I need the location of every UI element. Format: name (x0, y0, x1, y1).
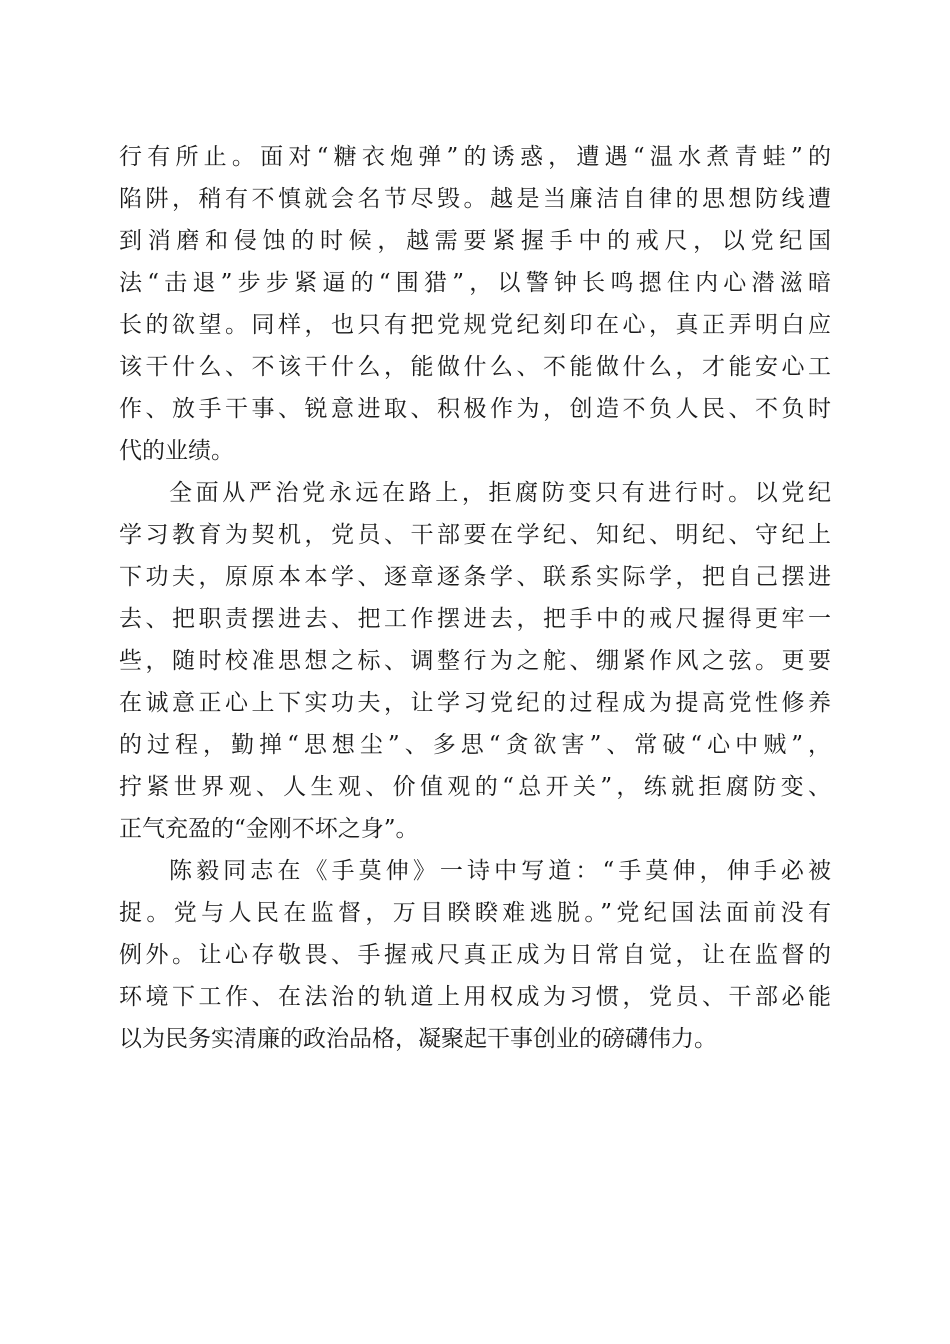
text-line: 去、把职责摆进去、把工作摆进去，把手中的戒尺握得更牢一 (119, 606, 831, 632)
document-body (119, 136, 831, 1060)
text-line: 代的业绩。 (119, 438, 234, 464)
text-line: 正气充盈的“金刚不坏之身”。 (119, 816, 419, 842)
text-line: 到消磨和侵蚀的时候，越需要紧握手中的戒尺，以党纪国 (119, 228, 831, 254)
text-line: 在诚意正心上下实功夫，让学习党纪的过程成为提高党性修养 (119, 690, 831, 716)
text-line: 全面从严治党永远在路上，拒腐防变只有进行时。以党纪 (169, 480, 831, 506)
text-line: 陷阱，稍有不慎就会名节尽毁。越是当廉洁自律的思想防线遭 (119, 186, 831, 212)
text-line: 作、放手干事、锐意进取、积极作为，创造不负人民、不负时 (119, 396, 831, 422)
text-line: 的过程，勤掸“思想尘”、多思“贪欲害”、常破“心中贼”， (119, 732, 831, 758)
text-line: 环境下工作、在法治的轨道上用权成为习惯，党员、干部必能 (119, 984, 831, 1010)
text-line: 长的欲望。同样，也只有把党规党纪刻印在心，真正弄明白应 (119, 312, 831, 338)
paragraph-3 (119, 850, 831, 1060)
text-line: 行有所止。面对“糖衣炮弹”的诱惑，遭遇“温水煮青蛙”的 (119, 144, 831, 170)
text-line: 些，随时校准思想之标、调整行为之舵、绷紧作风之弦。更要 (119, 648, 831, 674)
text-line: 法“击退”步步紧逼的“围猎”，以警钟长鸣摁住内心潜滋暗 (119, 270, 831, 296)
paragraph-1 (119, 136, 831, 472)
text-line: 捉。党与人民在监督，万目睽睽难逃脱。”党纪国法面前没有 (119, 900, 831, 926)
text-line: 该干什么、不该干什么，能做什么、不能做什么，才能安心工 (119, 354, 831, 380)
text-line: 例外。让心存敬畏、手握戒尺真正成为日常自觉，让在监督的 (119, 942, 831, 968)
text-line: 下功夫，原原本本学、逐章逐条学、联系实际学，把自己摆进 (119, 564, 831, 590)
paragraph-2 (119, 472, 831, 850)
text-line: 以为民务实清廉的政治品格，凝聚起干事创业的磅礴伟力。 (119, 1026, 717, 1052)
text-line: 学习教育为契机，党员、干部要在学纪、知纪、明纪、守纪上 (119, 522, 831, 548)
text-line: 陈毅同志在《手莫伸》一诗中写道：“手莫伸，伸手必被 (169, 858, 831, 884)
text-line: 拧紧世界观、人生观、价值观的“总开关”，练就拒腐防变、 (119, 774, 831, 800)
